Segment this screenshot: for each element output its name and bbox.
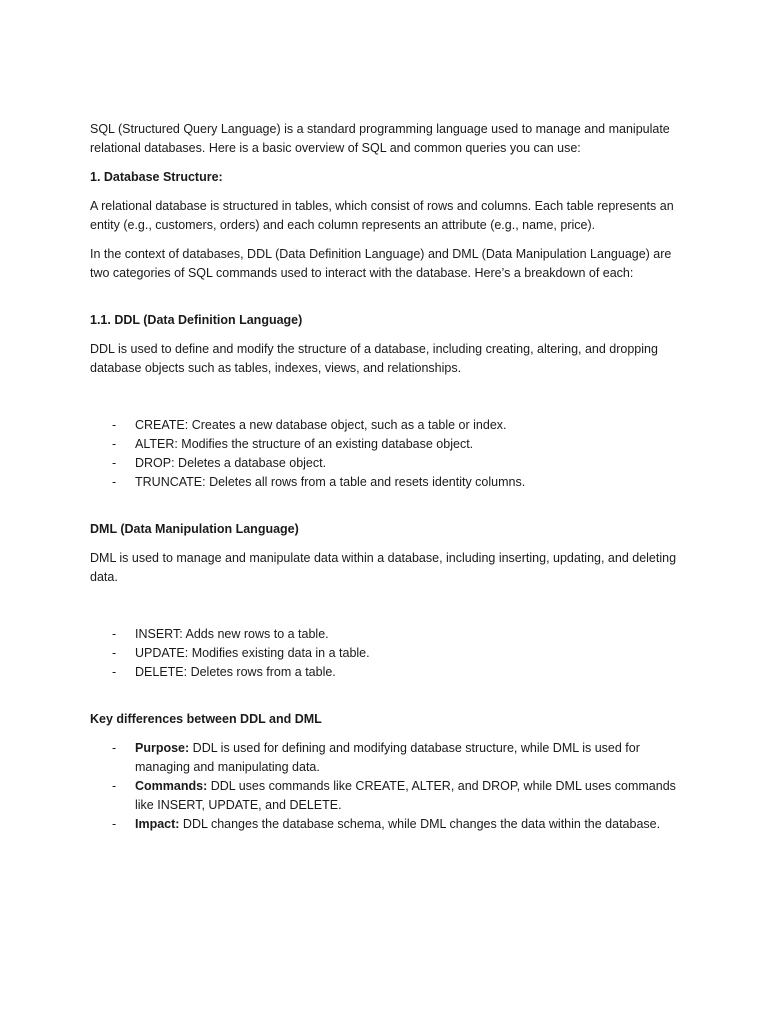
paragraph-dml-description: DML is used to manage and manipulate data within a database, including inserting, updating, and deleting data. — [90, 551, 677, 584]
dash-marker: - — [112, 475, 117, 489]
section-heading-database-structure: 1. Database Structure: — [90, 170, 223, 184]
list-item-text: DROP: Deletes a database object. — [135, 456, 327, 470]
dash-marker: - — [112, 779, 117, 793]
difference-text: DDL uses commands like CREATE, ALTER, and DROP, while DML uses commands like INSERT, UPDATE, and DELETE. — [135, 779, 676, 812]
paragraph-ddl-description: DDL is used to define and modify the structure of a database, including creating, altering, and dropping database objects such as tables, indexes, views, and relationships. — [90, 342, 658, 375]
dash-marker: - — [112, 646, 117, 660]
list-item-text: ALTER: Modifies the structure of an existing database object. — [135, 437, 474, 451]
list-item-text: TRUNCATE: Deletes all rows from a table and resets identity columns. — [135, 475, 526, 489]
differences-list — [90, 739, 690, 834]
difference-term: Purpose: — [135, 741, 190, 755]
list-item-text: CREATE: Creates a new database object, such as a table or index. — [135, 418, 507, 432]
dml-command-list — [90, 625, 690, 682]
list-item — [90, 644, 690, 663]
dash-marker: - — [112, 741, 117, 755]
dash-marker: - — [112, 437, 117, 451]
list-item-text: DELETE: Deletes rows from a table. — [135, 665, 336, 679]
dash-marker: - — [112, 418, 117, 432]
list-item — [90, 416, 690, 435]
list-item — [90, 663, 690, 682]
dash-marker: - — [112, 665, 117, 679]
section-heading-key-differences: Key differences between DDL and DML — [90, 712, 322, 726]
paragraph-table-structure: A relational database is structured in tables, which consist of rows and columns. Each table represents an entity (e.g., customers, orders) and each column represents an attribute (e.g., name, price). — [90, 199, 674, 232]
list-item-text: UPDATE: Modifies existing data in a table. — [135, 646, 370, 660]
list-item — [90, 815, 690, 834]
difference-term: Impact: — [135, 817, 180, 831]
list-item — [90, 454, 690, 473]
section-heading-ddl: 1.1. DDL (Data Definition Language) — [90, 313, 303, 327]
list-item — [90, 435, 690, 454]
list-item — [90, 625, 690, 644]
dash-marker: - — [112, 627, 117, 641]
dash-marker: - — [112, 456, 117, 470]
difference-text: DDL changes the database schema, while DML changes the data within the database. — [179, 817, 661, 831]
intro-paragraph: SQL (Structured Query Language) is a standard programming language used to manage and manipulate relational databases. Here is a basic overview of SQL and common queries you can use: — [90, 122, 670, 155]
section-heading-dml: DML (Data Manipulation Language) — [90, 522, 299, 536]
document-page — [90, 120, 690, 834]
list-item — [90, 777, 690, 815]
difference-text: DDL is used for defining and modifying database structure, while DML is used for managing and manipulating data. — [135, 741, 640, 774]
list-item — [90, 739, 690, 777]
difference-term: Commands: — [135, 779, 208, 793]
paragraph-ddl-dml-context: In the context of databases, DDL (Data Definition Language) and DML (Data Manipulation Language) are two categories of SQL commands used to interact with the database. Here’s a breakdown of each: — [90, 247, 672, 280]
ddl-command-list — [90, 416, 690, 492]
dash-marker: - — [112, 817, 117, 831]
list-item — [90, 473, 690, 492]
list-item-text: INSERT: Adds new rows to a table. — [135, 627, 329, 641]
